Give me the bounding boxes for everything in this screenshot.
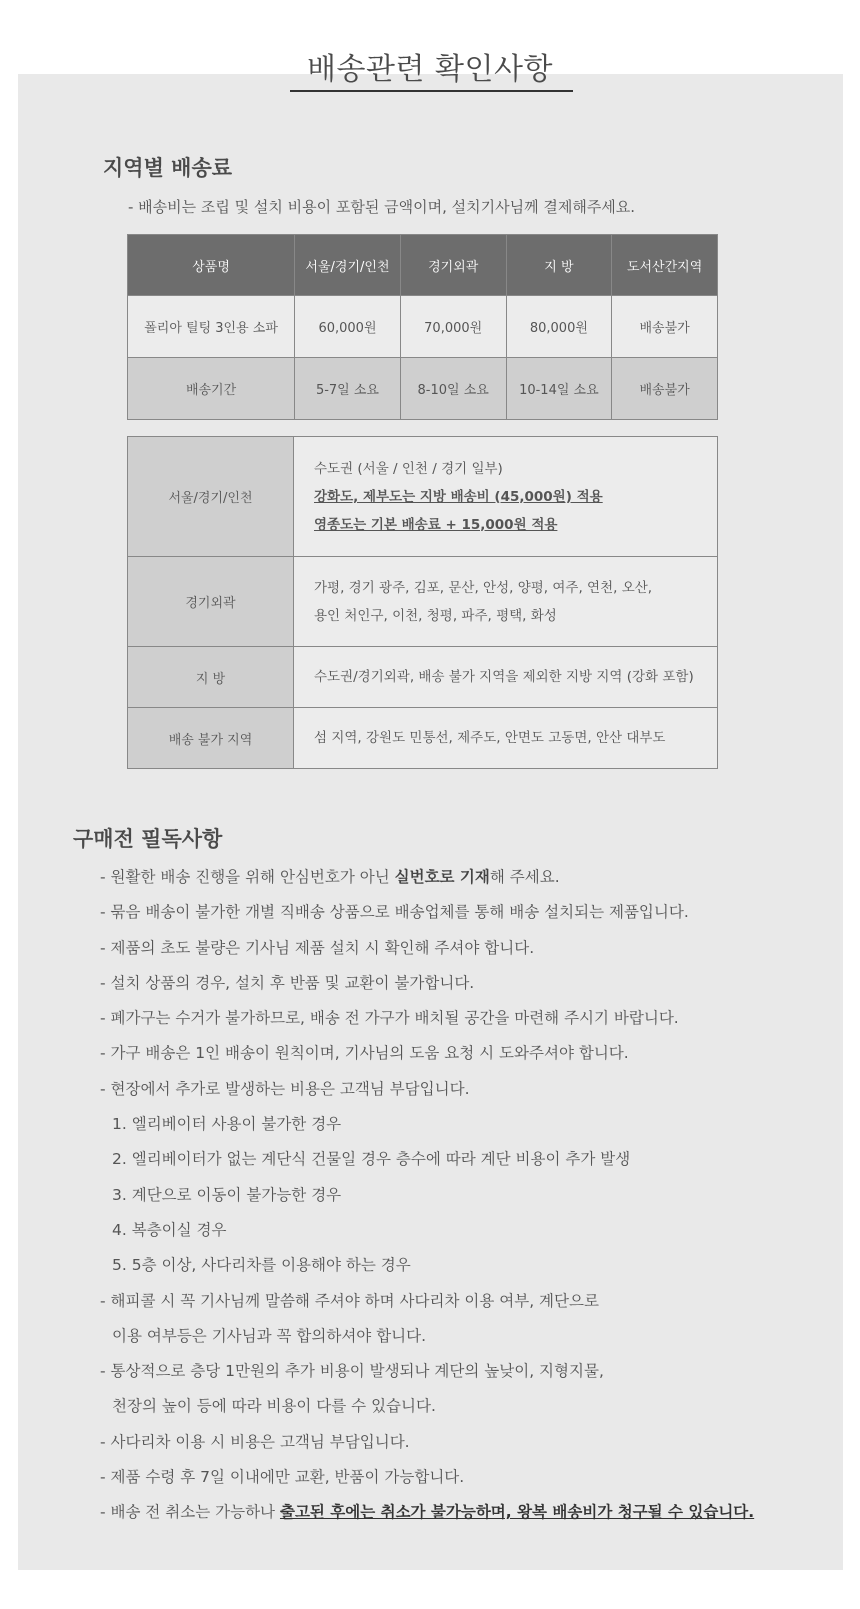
table-cell: 60,000원 <box>295 296 401 358</box>
list-item: - 현장에서 추가로 발생하는 비용은 고객님 부담입니다. <box>100 1079 470 1098</box>
list-item: - 제품 수령 후 7일 이내에만 교환, 반품이 가능합니다. <box>100 1468 465 1487</box>
region-desc-line: 강화도, 제부도는 지방 배송비 (45,000원) 적용 <box>314 488 603 505</box>
table-cell: 배송불가 <box>612 296 718 358</box>
region-label: 서울/경기/인천 <box>128 437 294 557</box>
region-table <box>127 436 718 769</box>
table-row <box>128 358 718 420</box>
region-desc-line: 용인 처인구, 이천, 청평, 파주, 평택, 화성 <box>314 607 557 624</box>
region-label: 지 방 <box>128 647 294 708</box>
list-item: - 묶음 배송이 불가한 개별 직배송 상품으로 배송업체를 통해 배송 설치되는 제품입니다. <box>100 903 689 922</box>
list-text-emphasis: 출고된 후에는 취소가 불가능하며, 왕복 배송비가 청구될 수 있습니다. <box>279 1503 755 1522</box>
list-item: - 사다리차 이용 시 비용은 고객님 부담입니다. <box>100 1432 410 1451</box>
table-cell: 8-10일 소요 <box>400 358 506 420</box>
region-desc-line: 수도권 (서울 / 인천 / 경기 일부) <box>314 460 503 477</box>
shipping-fee-table <box>127 234 718 420</box>
region-label: 경기외곽 <box>128 557 294 647</box>
list-item: - 가구 배송은 1인 배송이 원칙이며, 기사님의 도움 요청 시 도와주셔야 합니다. <box>100 1044 629 1063</box>
table-header-cell: 서울/경기/인천 <box>295 235 401 296</box>
list-item <box>100 860 754 895</box>
region-desc-line: 가평, 경기 광주, 김포, 문산, 안성, 양평, 여주, 연천, 오산, <box>314 579 653 596</box>
list-subitem: 5. 5층 이상, 사다리차를 이용해야 하는 경우 <box>112 1256 411 1275</box>
shipping-fee-note: - 배송비는 조립 및 설치 비용이 포함된 금액이며, 설치기사님께 결제해주세요. <box>128 198 636 216</box>
table-header-cell: 경기외곽 <box>400 235 506 296</box>
table-header-cell: 상품명 <box>128 235 295 296</box>
list-item <box>100 1495 754 1530</box>
notice-heading: 구매전 필독사항 <box>73 827 223 851</box>
table-row <box>128 708 718 769</box>
list-item-continued: 천장의 높이 등에 따라 비용이 다를 수 있습니다. <box>112 1397 436 1416</box>
list-text: - 원활한 배송 진행을 위해 안심번호가 아닌 <box>100 868 395 886</box>
table-cell: 배송불가 <box>612 358 718 420</box>
region-desc-line: 섬 지역, 강원도 민통선, 제주도, 안면도 고동면, 안산 대부도 <box>314 730 666 746</box>
table-cell: 70,000원 <box>400 296 506 358</box>
table-header-cell: 도서산간지역 <box>612 235 718 296</box>
region-desc <box>294 647 718 708</box>
list-item: - 통상적으로 층당 1만원의 추가 비용이 발생되나 계단의 높낮이, 지형지물, <box>100 1362 604 1381</box>
list-item: - 설치 상품의 경우, 설치 후 반품 및 교환이 불가합니다. <box>100 973 475 992</box>
region-desc-line: 수도권/경기외곽, 배송 불가 지역을 제외한 지방 지역 (강화 포함) <box>314 669 694 685</box>
list-subitem: 1. 엘리베이터 사용이 불가한 경우 <box>112 1115 342 1134</box>
region-desc-line: 영종도는 기본 배송료 + 15,000원 적용 <box>314 516 558 533</box>
region-label: 배송 불가 지역 <box>128 708 294 769</box>
table-header-row <box>128 235 718 296</box>
table-cell: 배송기간 <box>128 358 295 420</box>
list-item: - 제품의 초도 불량은 기사님 제품 설치 시 확인해 주셔야 합니다. <box>100 938 535 957</box>
list-subitem: 2. 엘리베이터가 없는 계단식 건물일 경우 층수에 따라 계단 비용이 추가 발생 <box>112 1150 631 1169</box>
list-subitem: 4. 복층이실 경우 <box>112 1220 227 1239</box>
title-underline <box>290 90 573 92</box>
list-text: 해 주세요. <box>489 868 560 886</box>
shipping-fee-heading: 지역별 배송료 <box>103 156 233 180</box>
list-item: - 폐가구는 수거가 불가하므로, 배송 전 가구가 배치될 공간을 마련해 주시기 바랍니다. <box>100 1009 679 1028</box>
table-cell: 폴리아 틸팅 3인용 소파 <box>128 296 295 358</box>
region-desc <box>294 557 718 647</box>
list-text: - 배송 전 취소는 가능하나 <box>100 1503 280 1522</box>
table-row <box>128 557 718 647</box>
list-subitem: 3. 계단으로 이동이 불가능한 경우 <box>112 1185 342 1204</box>
table-cell: 80,000원 <box>506 296 612 358</box>
table-row <box>128 647 718 708</box>
table-row <box>128 437 718 557</box>
notice-list <box>100 860 754 1531</box>
table-cell: 5-7일 소요 <box>295 358 401 420</box>
table-cell: 10-14일 소요 <box>506 358 612 420</box>
list-item: - 해피콜 시 꼭 기사님께 말씀해 주셔야 하며 사다리차 이용 여부, 계단으로 <box>100 1291 599 1310</box>
region-desc <box>294 437 718 557</box>
list-text-bold: 실번호로 기재 <box>394 868 490 886</box>
page-title: 배송관련 확인사항 <box>307 52 553 87</box>
table-row <box>128 296 718 358</box>
list-item-continued: 이용 여부등은 기사님과 꼭 합의하셔야 합니다. <box>112 1326 427 1345</box>
region-desc <box>294 708 718 769</box>
table-header-cell: 지 방 <box>506 235 612 296</box>
